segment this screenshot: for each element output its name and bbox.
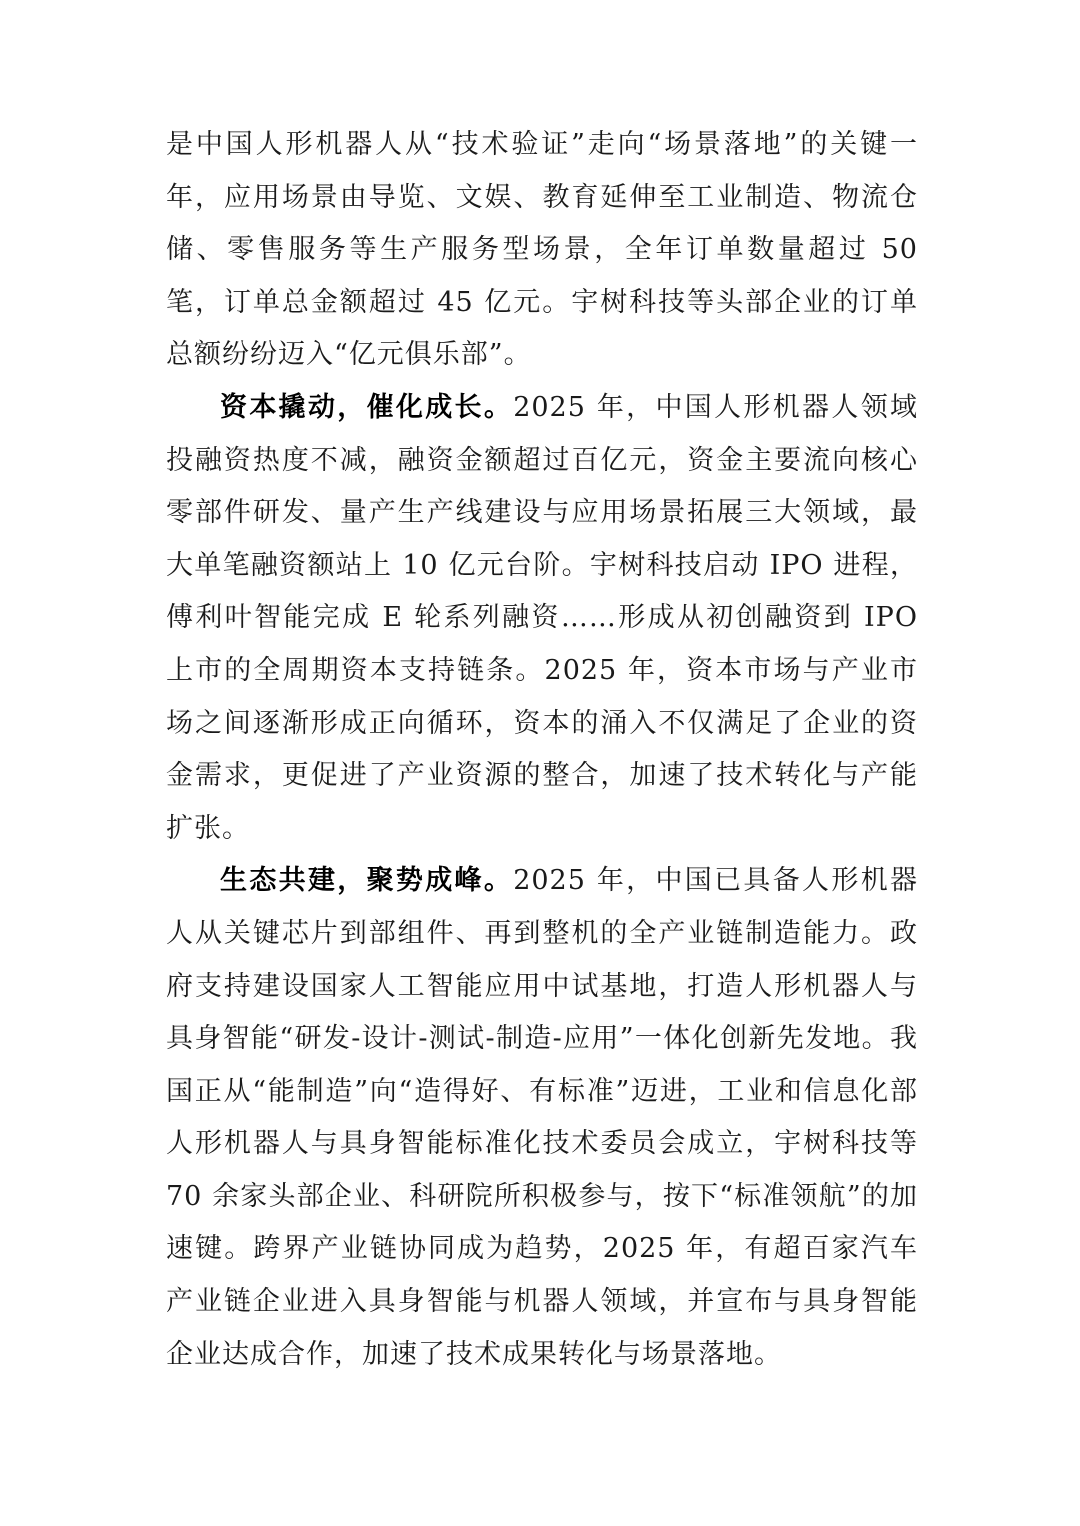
paragraph-text: 2025 年，中国人形机器人领域投融资热度不减，融资金额超过百亿元，资金主要流向核心零部件研发、量产生产线建设与应用场景拓展三大领域，最大单笔融资额站上 10 亿元台阶。宇树科技启动 IPO 进程，傅利叶智能完成 E 轮系列融资……形成从初创融资到 IPO 上市的全周期资本支持链条。2025 年，资本市场与产业市场之间逐渐形成正向循环，资本的涌入不仅满足了企业的资金需求，更促进了产业资源的整合，加速了技术转化与产能扩张。 — [166, 391, 919, 844]
paragraph-text: 2025 年，中国已具备人形机器人从关键芯片到部组件、再到整机的全产业链制造能力。政府支持建设国家人工智能应用中试基地，打造人形机器人与具身智能“研发-设计-测试-制造-应用”一体化创新先发地。我国正从“能制造”向“造得好、有标准”迈进，工业和信息化部人形机器人与具身智能标准化技术委员会成立，宇树科技等 70 余家头部企业、科研院所积极参与，按下“标准领航”的加速键。跨界产业链协同成为趋势，2025 年，有超百家汽车产业链企业进入具身智能与机器人领域，并宣布与具身智能企业达成合作，加速了技术成果转化与场景落地。 — [166, 865, 919, 1370]
paragraph-lead-heading: 资本撬动，催化成长。 — [220, 391, 514, 423]
paragraph-scene-landing — [166, 119, 918, 382]
paragraph-lead-heading: 生态共建，聚势成峰。 — [220, 865, 514, 897]
paragraph-ecosystem — [166, 855, 918, 1381]
paragraph-capital — [166, 382, 918, 855]
article-body — [166, 119, 918, 1381]
paragraph-text: 是中国人形机器人从“技术验证”走向“场景落地”的关键一年，应用场景由导览、文娱、教育延伸至工业制造、物流仓储、零售服务等生产服务型场景，全年订单数量超过 50 笔，订单总金额超过 45 亿元。宇树科技等头部企业的订单总额纷纷迈入“亿元俱乐部”。 — [166, 129, 918, 371]
